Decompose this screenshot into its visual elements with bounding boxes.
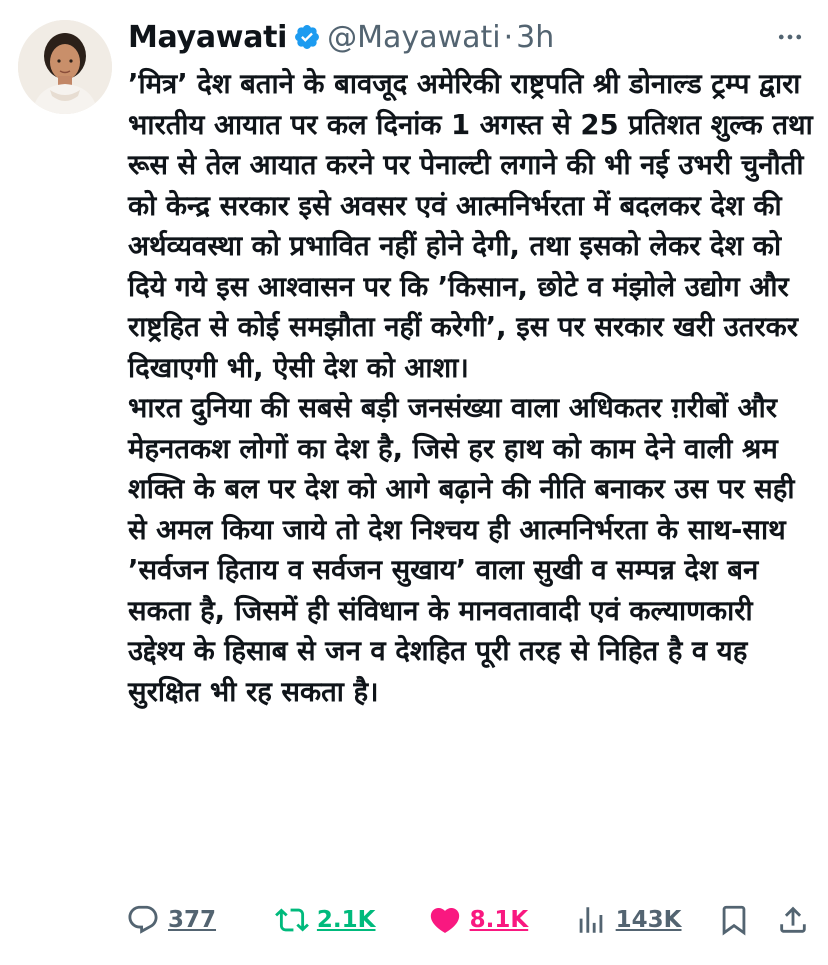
more-button[interactable]: [770, 17, 810, 57]
views-icon: [574, 903, 608, 937]
views-button[interactable]: [574, 903, 717, 937]
tweet-paragraph: ’मित्र’ देश बताने के बावजूद अमेरिकी राष्ट्रपति श्री डोनाल्ड ट्रम्प द्वारा भारतीय आयात पर कल दिनांक 1 अगस्त से 25 प्रतिशत शुल्क तथा रूस से तेल आयात करने पर पेनाल्टी लगाने की भी नई उभरी चुनौती को केन्द्र सरकार इसे अवसर एवं आत्मनिर्भरता में बदलकर देश की अर्थव्यवस्था को प्रभावित नहीं होने देगी, तथा इसको लेकर देश को दिये गये इस आश्वासन पर कि ’किसान, छोटे व मंझोले उद्योग और राष्ट्रहित से कोई समझौता नहीं करेगी’, इस पर सरकार खरी उतरकर दिखाएगी भी, ऐसी देश को आशा।: [128, 68, 813, 384]
reply-button[interactable]: [126, 903, 275, 937]
like-count[interactable]: 8.1K: [469, 907, 529, 933]
views-count[interactable]: 143K: [615, 907, 682, 933]
heart-icon: [428, 903, 462, 937]
share-button[interactable]: [776, 903, 810, 937]
repost-button[interactable]: [275, 903, 428, 937]
action-bar: [126, 896, 810, 944]
tweet-paragraph: भारत दुनिया की सबसे बड़ी जनसंख्या वाला अधिकतर ग़रीबों और मेहनतकश लोगों का देश है, जिसे हर हाथ को काम देने वाली श्रम शक्ति के बल पर देश को आगे बढ़ाने की नीति बनाकर उस पर सही से अमल किया जाये तो देश निश्चय ही आत्मनिर्भरता के साथ-साथ ’सर्वजन हिताय व सर्वजन सुखाय’ वाला सुखी व सम्पन्न देश बन सकता है, जिसमें ही संविधान के मानवतावादी एवं कल्याणकारी उद्देश्य के हिसाब से जन व देशहित पूरी तरह से निहित है व यह सुरक्षित भी रह सकता है।: [128, 392, 795, 708]
bookmark-button[interactable]: [717, 903, 776, 937]
timestamp[interactable]: 3h: [516, 19, 555, 55]
tweet-header: [128, 14, 810, 60]
separator-dot: ·: [503, 19, 514, 55]
bookmark-icon: [717, 903, 751, 937]
reply-count[interactable]: 377: [168, 907, 217, 933]
avatar-image: [18, 20, 112, 114]
repost-count[interactable]: 2.1K: [316, 907, 376, 933]
display-name[interactable]: Mayawati: [128, 19, 288, 55]
handle[interactable]: @Mayawati: [327, 19, 501, 55]
avatar[interactable]: [18, 20, 112, 114]
like-button[interactable]: [428, 903, 574, 937]
repost-icon: [275, 903, 309, 937]
more-icon: [775, 22, 805, 52]
tweet-text: [128, 64, 818, 712]
reply-icon: [126, 903, 160, 937]
verified-badge-icon[interactable]: [293, 23, 321, 51]
share-icon: [776, 903, 810, 937]
